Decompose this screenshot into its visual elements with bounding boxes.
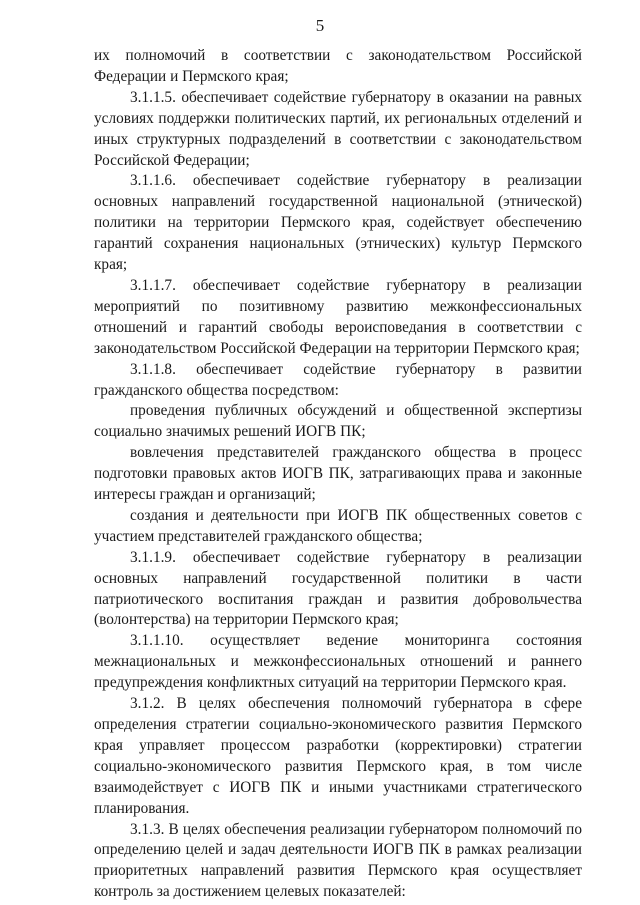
paragraph-3-1-1-8: 3.1.1.8. обеспечивает содействие губернатору в развитии гражданского общества посредством:: [94, 360, 582, 399]
list-item-public-councils: создания и деятельности при ИОГВ ПК общественных советов с участием представителей гражданского общества;: [94, 506, 582, 545]
document-body: [94, 46, 582, 903]
paragraph-3-1-1-10: 3.1.1.10. осуществляет ведение мониторинга состояния межнациональных и межконфессиональных отношений и раннего предупреждения конфликтных ситуаций на территории Пермского края.: [94, 632, 582, 692]
list-item-public-discussions: проведения публичных обсуждений и общественной экспертизы социально значимых решений ИОГВ ПК;: [94, 402, 582, 441]
paragraph-3-1-1-5: 3.1.1.5. обеспечивает содействие губернатору в оказании на равных условиях поддержки политических партий, их региональных отделений и иных структурных подразделений в соответствии с законодательством Российской Федерации;: [94, 88, 582, 169]
paragraph-continuation: их полномочий в соответствии с законодательством Российской Федерации и Пермского края;: [94, 47, 582, 85]
list-item-civil-society-involvement: вовлечения представителей гражданского общества в процесс подготовки правовых актов ИОГВ ПК, затрагивающих права и законные интересы граждан и организаций;: [94, 444, 582, 504]
paragraph-3-1-3: 3.1.3. В целях обеспечения реализации губернатором полномочий по определению целей и задач деятельности ИОГВ ПК в рамках реализации приоритетных направлений развития Пермского края осуществляет контроль за достижением целевых показателей:: [94, 820, 582, 901]
page-number: 5: [315, 16, 325, 35]
paragraph-3-1-1-6: 3.1.1.6. обеспечивает содействие губернатору в реализации основных направлений государственной национальной (этнической) политики на территории Пермского края, содействует обеспечению гарантий сохранения национальных (этнических) культур Пермского края;: [94, 172, 582, 274]
paragraph-3-1-1-9: 3.1.1.9. обеспечивает содействие губернатору в реализации основных направлений государственной политики в части патриотического воспитания граждан и развития добровольчества (волонтерства) на территории Пермского края;: [94, 548, 582, 629]
paragraph-3-1-2: 3.1.2. В целях обеспечения полномочий губернатора в сфере определения стратегии социально-экономического развития Пермского края управляет процессом разработки (корректировки) стратегии социально-экономического развития Пермского края, в том числе взаимодействует с ИОГВ ПК и иными участниками стратегического планирования.: [94, 695, 582, 817]
paragraph-3-1-1-7: 3.1.1.7. обеспечивает содействие губернатору в реализации мероприятий по позитивному развитию межконфессиональных отношений и гарантий свободы вероисповедания в соответствии с законодательством Российской Федерации на территории Пермского края;: [94, 276, 582, 357]
